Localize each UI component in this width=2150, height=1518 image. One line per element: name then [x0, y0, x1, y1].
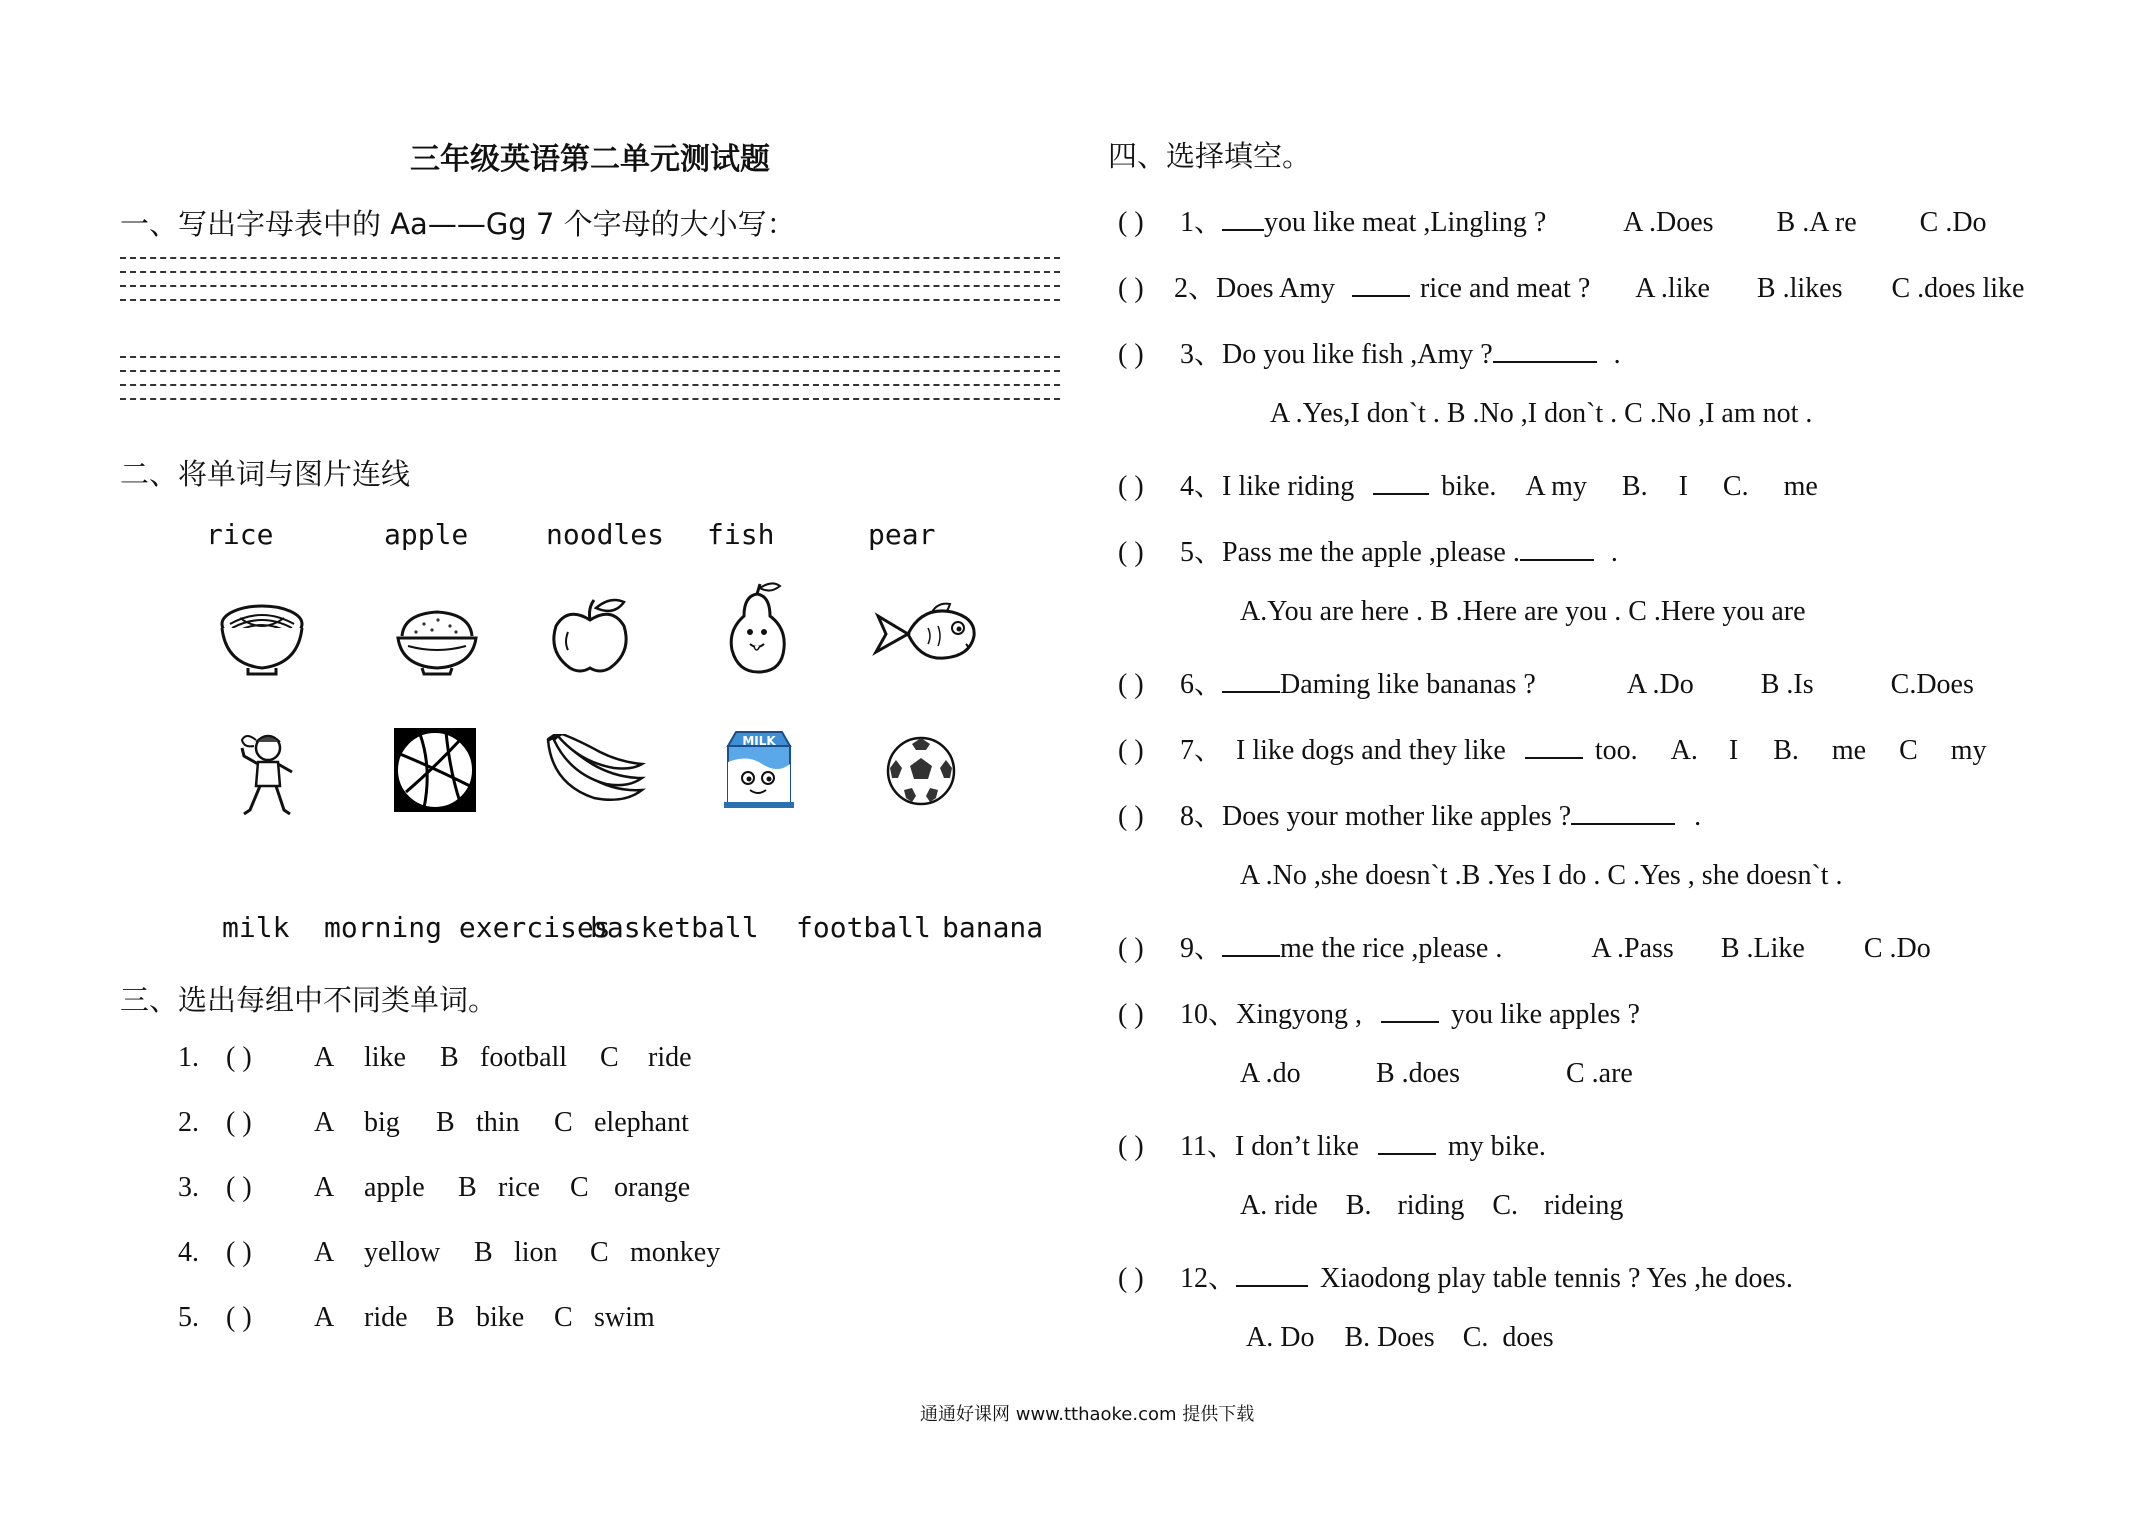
section4-heading: 四、选择填空。 — [1108, 139, 1312, 173]
answer-paren: ( ) — [1118, 933, 1144, 964]
question-text-post: my bike. — [1447, 1131, 1546, 1162]
option-a-text: big — [364, 1107, 400, 1138]
answer-blank — [1222, 667, 1280, 693]
option-a: A .Does — [1623, 207, 1714, 238]
question-end: . — [1694, 801, 1702, 832]
dashed-line — [120, 370, 1060, 372]
word-basketball: basketball — [590, 911, 759, 944]
option-a-letter: A — [314, 1237, 335, 1268]
option-a: A .Do — [1626, 669, 1694, 700]
word-morning-exercises: morning exercises — [324, 911, 611, 944]
section2-heading: 二、将单词与图片连线 — [120, 457, 411, 491]
question-12-options — [1246, 1322, 1554, 1354]
option-c-text: elephant — [594, 1107, 689, 1138]
answer-blank — [1222, 931, 1280, 957]
answer-paren: ( ) — [226, 1042, 252, 1073]
question-1 — [1118, 200, 1987, 240]
answer-blank — [1493, 337, 1597, 363]
answer-paren: ( ) — [1118, 207, 1144, 238]
question-number: 11、 — [1180, 1131, 1235, 1162]
answer-blank — [1236, 1261, 1308, 1287]
question-text-post: you like apples ? — [1451, 999, 1640, 1030]
answer-paren: ( ) — [226, 1302, 252, 1333]
word-pear: pear — [868, 518, 936, 551]
exercise-girl-icon — [236, 726, 300, 820]
question-number: 4、 — [1180, 471, 1223, 502]
option-c-text: me — [1783, 471, 1818, 502]
option-b-letter: B — [436, 1302, 455, 1333]
question-number: 8、 — [1180, 801, 1223, 832]
option-a-text: I — [1728, 735, 1739, 766]
option-c-text: monkey — [630, 1237, 721, 1268]
answer-paren: ( ) — [226, 1237, 252, 1268]
dashed-line — [120, 257, 1060, 259]
option-b-text: I — [1678, 471, 1688, 502]
answer-blank — [1525, 733, 1583, 759]
question-number: 3、 — [1180, 339, 1223, 370]
item-number: 2. — [178, 1107, 199, 1138]
word-banana: banana — [942, 911, 1044, 944]
option-c-letter: C — [554, 1302, 573, 1333]
option-a-text: yellow — [364, 1237, 441, 1268]
answer-blank — [1373, 469, 1429, 495]
option-b-letter: B. — [1345, 1190, 1372, 1221]
answer-paren: ( ) — [1118, 339, 1144, 370]
noodles-bowl-icon — [218, 598, 306, 676]
item-number: 3. — [178, 1172, 199, 1203]
question-text: Daming like bananas ? — [1280, 669, 1536, 700]
option-a: A .do — [1240, 1058, 1301, 1089]
question-number: 5、 — [1180, 537, 1223, 568]
question-number: 6、 — [1180, 669, 1223, 700]
question-10-options — [1240, 1058, 1633, 1090]
question-6 — [1118, 662, 1974, 702]
option-b-letter: B — [458, 1172, 477, 1203]
answer-blank — [1378, 1129, 1436, 1155]
question-8 — [1118, 794, 1701, 834]
question-text-post: too. — [1594, 735, 1638, 766]
question-text-post: rice and meat ? — [1420, 273, 1591, 304]
question-number: 9、 — [1180, 933, 1223, 964]
section3-item-2 — [178, 1107, 689, 1139]
option-b: B .does — [1376, 1058, 1460, 1089]
question-9 — [1118, 926, 1931, 966]
option-b: B .Like — [1720, 933, 1805, 964]
option-b-letter: B — [436, 1107, 455, 1138]
section3-item-1 — [178, 1042, 692, 1074]
answer-paren: ( ) — [1118, 471, 1144, 502]
option-a-letter: A — [314, 1107, 335, 1138]
section3-item-3 — [178, 1172, 690, 1204]
svg-text:MILK: MILK — [742, 734, 776, 748]
option-b: B. Does — [1344, 1322, 1435, 1353]
option-b-text: lion — [514, 1237, 558, 1268]
answer-paren: ( ) — [1118, 273, 1144, 304]
option-b-letter: B. — [1621, 471, 1648, 502]
section1-heading: 一、写出字母表中的 Aa——Gg 7 个字母的大小写： — [120, 207, 796, 241]
option-a-letter: A — [314, 1302, 335, 1333]
question-number: 10、 — [1180, 999, 1237, 1030]
question-text: Do you like fish ,Amy ? — [1222, 339, 1493, 370]
option-a-text: like — [364, 1042, 406, 1073]
option-b: B .A re — [1776, 207, 1857, 238]
question-number: 7、 — [1180, 735, 1223, 766]
question-number: 2、 — [1174, 273, 1217, 304]
fish-icon — [872, 600, 980, 666]
option-b: B .Is — [1760, 669, 1814, 700]
option-b-text: bike — [476, 1302, 525, 1333]
option-b-letter: B — [440, 1042, 459, 1073]
option-c-letter: C — [600, 1042, 619, 1073]
option-c-letter: C — [590, 1237, 609, 1268]
option-c-text: orange — [614, 1172, 691, 1203]
question-11-options — [1240, 1190, 1623, 1222]
question-text: Does your mother like apples ? — [1222, 801, 1572, 832]
question-text: Pass me the apple ,please . — [1222, 537, 1520, 568]
word-rice: rice — [206, 518, 274, 551]
milk-carton-icon — [718, 728, 800, 810]
answer-paren: ( ) — [226, 1172, 252, 1203]
question-10 — [1118, 992, 1640, 1032]
option-b-text: football — [480, 1042, 568, 1073]
option-c-letter: C. — [1722, 471, 1749, 502]
question-text-post: bike. — [1441, 471, 1497, 502]
footer-credit: 通通好课网 www.tthaoke.com 提供下载 — [920, 1404, 1255, 1425]
option-a-letter: A — [314, 1042, 335, 1073]
dashed-line — [120, 398, 1060, 400]
word-apple: apple — [384, 518, 469, 551]
option-c: C .Do — [1863, 933, 1931, 964]
option-c-text: swim — [594, 1302, 655, 1333]
section3-item-4 — [178, 1237, 720, 1269]
answer-paren: ( ) — [1118, 999, 1144, 1030]
option-c: C.Does — [1890, 669, 1974, 700]
question-text-pre: Xingyong , — [1236, 999, 1363, 1030]
answer-blank — [1352, 271, 1410, 297]
option-a-text: ride — [364, 1302, 408, 1333]
question-4 — [1118, 464, 1818, 504]
question-text-pre: I like riding — [1222, 471, 1355, 502]
question-5 — [1118, 530, 1618, 570]
answer-paren: ( ) — [1118, 801, 1144, 832]
answer-paren: ( ) — [1118, 537, 1144, 568]
option-b-text: riding — [1397, 1190, 1465, 1221]
banana-icon — [544, 734, 646, 806]
question-text: you like meat ,Lingling ? — [1264, 207, 1547, 238]
section3-item-5 — [178, 1302, 655, 1334]
question-end: . — [1613, 339, 1621, 370]
dashed-line — [120, 271, 1060, 273]
option-c: C .does like — [1891, 273, 2025, 304]
question-3 — [1118, 332, 1621, 372]
page-title: 三年级英语第二单元测试题 — [410, 142, 770, 177]
word-football: football — [796, 911, 931, 944]
question-8-options: A .No ,she doesn`t .B .Yes I do . C .Yes , she doesn`t . — [1240, 860, 1843, 891]
pear-icon — [724, 580, 790, 676]
option-b-text: thin — [476, 1107, 520, 1138]
option-b-letter: B — [474, 1237, 493, 1268]
football-icon — [884, 734, 958, 808]
basketball-icon — [394, 728, 476, 812]
option-a-text: apple — [364, 1172, 425, 1203]
question-12 — [1118, 1256, 1793, 1296]
answer-paren: ( ) — [1118, 1263, 1144, 1294]
answer-blank — [1571, 799, 1675, 825]
option-c-text: ride — [648, 1042, 692, 1073]
dashed-line — [120, 356, 1060, 358]
option-a-letter: A. — [1670, 735, 1698, 766]
option-a: A. Do — [1246, 1322, 1315, 1353]
question-text-pre: I like dogs and they like — [1236, 735, 1506, 766]
question-number: 1、 — [1180, 207, 1223, 238]
option-b-letter: B. — [1773, 735, 1799, 766]
dashed-line — [120, 299, 1060, 301]
answer-blank — [1520, 535, 1594, 561]
option-a: A .Pass — [1591, 933, 1674, 964]
apple-icon — [548, 596, 632, 676]
item-number: 1. — [178, 1042, 199, 1073]
option-a-letter: A — [314, 1172, 335, 1203]
option-a: A. ride — [1240, 1190, 1318, 1221]
answer-blank — [1222, 205, 1264, 231]
question-5-options: A.You are here . B .Here are you . C .Here you are — [1240, 596, 1806, 627]
option-c-text: my — [1950, 735, 1987, 766]
answer-blank — [1381, 997, 1439, 1023]
question-text-pre: I don’t like — [1234, 1131, 1359, 1162]
word-fish: fish — [707, 518, 775, 551]
answer-paren: ( ) — [1118, 735, 1144, 766]
option-c-letter: C — [1899, 735, 1918, 766]
option-c-text: does — [1502, 1322, 1554, 1353]
option-b: B .likes — [1756, 273, 1843, 304]
question-end: . — [1610, 537, 1618, 568]
rice-bowl-icon — [394, 604, 480, 676]
option-c: C .Do — [1919, 207, 1987, 238]
answer-paren: ( ) — [1118, 669, 1144, 700]
option-b-text: rice — [498, 1172, 540, 1203]
question-7 — [1118, 728, 1987, 768]
question-3-options: A .Yes,I don`t . B .No ,I don`t . C .No ,I am not . — [1270, 398, 1813, 429]
section3-heading: 三、选出每组中不同类单词。 — [120, 983, 498, 1017]
option-c: C .are — [1566, 1058, 1633, 1089]
question-text: me the rice ,please . — [1280, 933, 1503, 964]
option-a: A .like — [1635, 273, 1710, 304]
option-c-letter: C — [554, 1107, 573, 1138]
question-number: 12、 — [1180, 1263, 1237, 1294]
option-a: A my — [1525, 471, 1587, 502]
option-c-letter: C. — [1492, 1190, 1519, 1221]
dashed-line — [120, 285, 1060, 287]
item-number: 4. — [178, 1237, 199, 1268]
word-noodles: noodles — [546, 518, 665, 551]
option-c-letter: C — [570, 1172, 589, 1203]
option-c-letter: C. — [1462, 1322, 1489, 1353]
question-text: Xiaodong play table tennis ? Yes ,he does. — [1320, 1263, 1793, 1294]
word-milk: milk — [222, 911, 290, 944]
question-11 — [1118, 1124, 1546, 1164]
answer-paren: ( ) — [226, 1107, 252, 1138]
dashed-line — [120, 384, 1060, 386]
option-b-text: me — [1831, 735, 1867, 766]
option-c-text: rideing — [1544, 1190, 1624, 1221]
item-number: 5. — [178, 1302, 199, 1333]
answer-paren: ( ) — [1118, 1131, 1144, 1162]
question-text-pre: Does Amy — [1216, 273, 1336, 304]
question-2 — [1118, 266, 2024, 306]
